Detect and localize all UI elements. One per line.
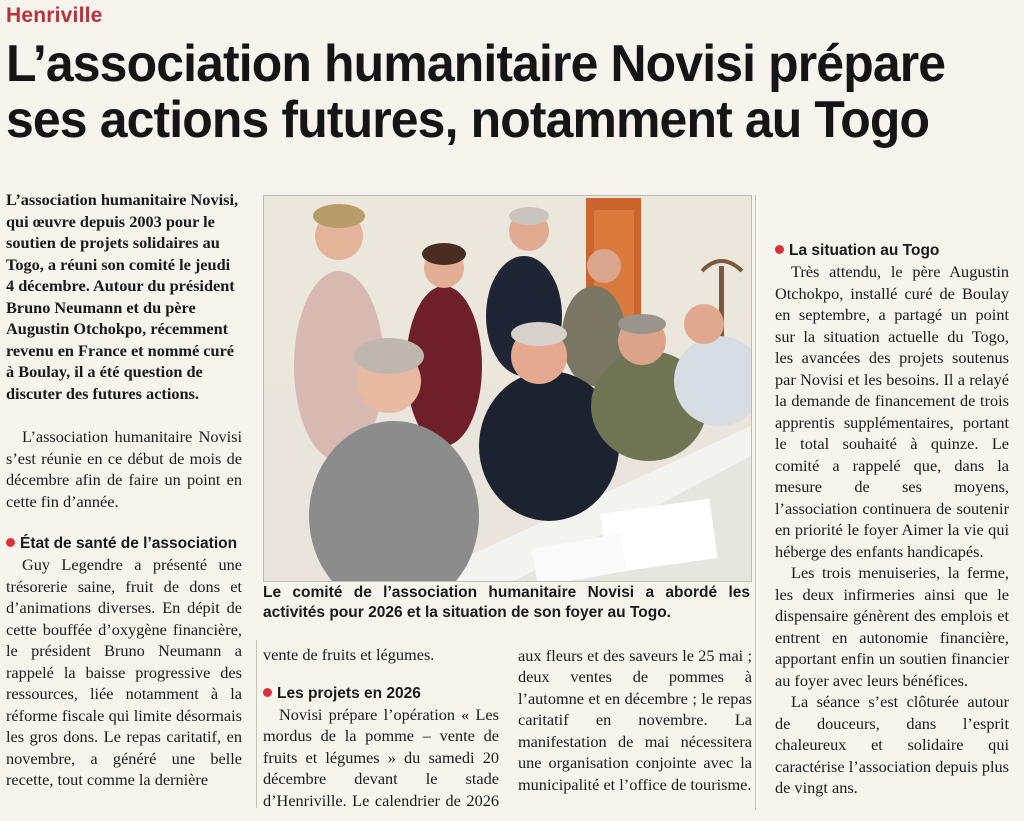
subhead-togo — [775, 241, 1009, 261]
sante-paragraph: Guy Legendre a présenté une trésorerie saine, fruit de dons et d’animations diverses. En dépit de cette bouffée d’oxygène financière, le président Bruno Neumann a rappelé la baisse progressive des ressources, liée notamment à la réforme fiscale qui limite désormais les gros dons. Le repas caritatif, en novembre, a généré une belle recette, tout comme la dernière — [6, 555, 242, 789]
subhead-sante-text: État de santé de l’association — [20, 535, 238, 552]
subhead-projets — [263, 684, 499, 704]
projets-paragraph-continued: aux fleurs et des saveurs le 25 mai ; deux ventes de pommes à l’automne et en décembre ; le repas caritatif en novembre. La manifestation de mai nécessitera une organisation conjointe avec la municipalité et l’office de tourisme. — [518, 645, 752, 794]
subhead-projets-text: Les projets en 2026 — [277, 684, 421, 702]
section-label: Henriville — [6, 4, 103, 27]
projets-paragraph: Novisi prépare l’opération « Les mordus de la pomme – vente de fruits et légumes » du samedi 20 décembre devant le stade d’Henriville. Le calendrier de 2026 — [263, 704, 499, 810]
intro-paragraph: L’association humanitaire Novisi s’est réunie en ce début de mois de décembre afin de faire un point en cette fin d’année. — [6, 427, 242, 511]
bullet-dot-icon — [6, 538, 15, 547]
subhead-togo-text: La situation au Togo — [789, 242, 940, 259]
sante-paragraph-continued: vente de fruits et légumes. — [263, 645, 435, 664]
column-3 — [775, 189, 1009, 799]
togo-paragraph-3: La séance s’est clôturée autour de douceurs, dans l’esprit chaleureux et solidaire qui caractérise l’association depuis plus de vingt ans. — [775, 692, 1009, 797]
column-divider — [256, 640, 257, 808]
column-1 — [6, 189, 242, 791]
bullet-dot-icon — [775, 245, 784, 254]
headline: L’association humanitaire Novisi prépare ses actions futures, notamment au Togo — [6, 35, 946, 149]
column-divider-right — [755, 195, 756, 810]
bullet-dot-icon — [263, 688, 272, 697]
togo-paragraph-1: Très attendu, le père Augustin Otchokpo, installé curé de Boulay en septembre, a partagé un point sur la situation actuelle du Togo, les avancées des projets soutenus par Novisi et les besoins. Il a relayé la demande de financement de trois apprentis supplémentaires, portant le total souhaité à quinze. Le comité a rappelé que, dans la mesure de ses moyens, l’association continuera de soutenir en priorité le foyer Aimer la vie qui héberge des enfants handicapés. — [775, 262, 1009, 561]
lead-paragraph: L’association humanitaire Novisi, qui œuvre depuis 2003 pour le soutien de projets solidaires au Togo, a réuni son comité le jeudi 4 décembre. Autour du président Bruno Neumann et du père Augustin Otchokpo, récemment revenu en France et nommé curé à Boulay, il a été question de discuter des futures actions. — [6, 190, 239, 403]
photo-caption: Le comité de l’association humanitaire Novisi a abordé les activités pour 2026 et la situation de son foyer au Togo. — [263, 584, 750, 621]
togo-paragraph-2: Les trois menuiseries, la ferme, les deux infirmeries ainsi que le dispensaire génèrent des emplois et entrent en autonomie financière, apportant enfin un soutien financier au foyer avec leurs bénéfices. — [775, 563, 1009, 690]
subhead-sante — [6, 534, 242, 554]
column-2a — [263, 644, 499, 812]
column-2b — [518, 644, 752, 804]
article-photo — [263, 195, 752, 582]
